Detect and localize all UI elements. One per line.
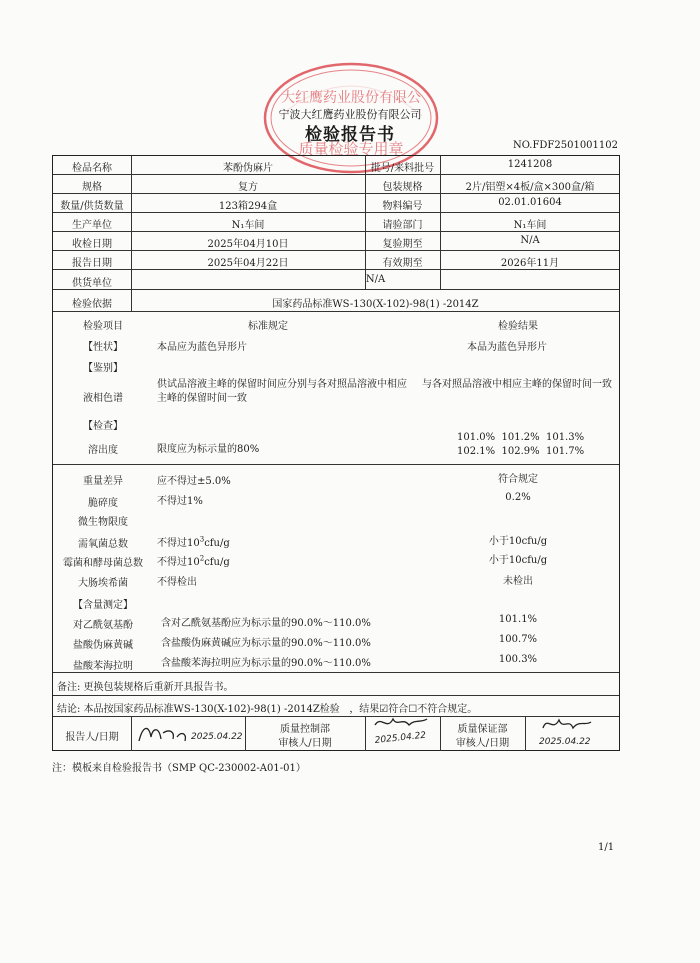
section-assay: 【含量测定】 <box>73 600 133 611</box>
report-date-label: 报告日期 <box>72 258 112 269</box>
product-value: 苯酚伪麻片 <box>223 163 273 174</box>
footnote: 注：模板来自检验报告书（SMP QC-230002-A01-01） <box>52 763 306 774</box>
recv-value: 2025年04月10日 <box>207 239 289 250</box>
supplier-label: 供货单位 <box>72 278 112 289</box>
svg-text:大红鹰药业股份有限公: 大红鹰药业股份有限公 <box>281 90 421 106</box>
friability-item: 脆碎度 <box>88 498 118 509</box>
spec-label: 规格 <box>82 182 102 193</box>
aerobic-standard: 不得过$10^3cfu/g$ <box>157 535 230 549</box>
assay3-standard: 含盐酸苯海拉明应为标示量的90.0%～110.0% <box>161 658 371 669</box>
lc-result: 与各对照品溶液中相应主峰的保留时间一致 <box>422 379 612 390</box>
qc-label-1: 质量控制部 <box>280 724 330 735</box>
qa-label-1: 质量保证部 <box>457 724 508 735</box>
qa-label-2: 审核人/日期 <box>455 738 510 749</box>
microbial-item: 微生物限度 <box>78 517 128 528</box>
pack-label: 包装规格 <box>382 182 423 193</box>
section-identification: 【鉴别】 <box>83 363 123 374</box>
material-label: 物料编号 <box>382 201 423 212</box>
basis-label: 检验依据 <box>72 299 112 310</box>
remarks: 备注: 更换包装规格后重新开具报告书。 <box>57 682 234 693</box>
conclusion: 结论: 本品按国家药品标准WS-130(X-102)-98(1) -2014Z检验 ，结果☑符合☐不符合规定。 <box>57 704 478 715</box>
material-value: 02.01.01604 <box>498 197 562 208</box>
report-date-value: 2025年04月22日 <box>207 258 289 269</box>
qty-label: 数量/供货数量 <box>60 201 124 212</box>
assay1-item: 对乙酰氨基酚 <box>73 620 133 631</box>
qty-value: 123箱294盒 <box>218 201 278 212</box>
report-number: NO.FDF2501001102 <box>512 140 618 151</box>
assay2-result: 100.7% <box>498 634 538 645</box>
svg-text:质量检验专用章: 质量检验专用章 <box>298 140 404 158</box>
dissolution-result-2: 102.1% 102.9% 101.7% <box>457 446 585 457</box>
section-character: 【性状】 <box>83 342 123 353</box>
character-standard: 本品应为蓝色异形片 <box>157 342 247 353</box>
expiry-label: 有效期至 <box>382 258 423 269</box>
friability-result: 0.2% <box>505 492 531 503</box>
friability-standard: 不得过1% <box>157 496 203 507</box>
dissolution-result-1: 101.0% 101.2% 101.3% <box>457 432 585 443</box>
page-title: 检验报告书 <box>305 125 395 145</box>
svg-text:2025.04.22: 2025.04.22 <box>374 730 427 746</box>
mold-result: 小于10cfu/g <box>488 555 548 566</box>
results-result-header: 检验结果 <box>498 321 538 332</box>
section-check: 【检查】 <box>83 421 123 432</box>
mold-standard: 不得过$10^2cfu/g$ <box>157 554 230 568</box>
batch-value: 1241208 <box>507 159 553 170</box>
aerobic-item: 需氧菌总数 <box>78 539 128 550</box>
weight-item: 重量差异 <box>83 476 123 487</box>
dept-value: N₁车间 <box>513 220 547 231</box>
svg-text:2025.04.22: 2025.04.22 <box>191 732 243 742</box>
spec-value: 复方 <box>238 182 258 193</box>
aerobic-result: 小于10cfu/g <box>488 536 548 547</box>
assay1-result: 101.1% <box>498 614 538 625</box>
dissolution-standard: 限度应为标示量的80% <box>157 444 260 455</box>
assay1-standard: 含对乙酰氨基酚应为标示量的90.0%～110.0% <box>161 618 371 629</box>
company-name: 宁波大红鹰药业股份有限公司 <box>278 108 422 121</box>
results-item-header: 检验项目 <box>83 321 123 332</box>
ecoli-item: 大肠埃希菌 <box>78 578 128 589</box>
weight-result: 符合规定 <box>498 474 538 485</box>
mold-item: 霉菌和酵母菌总数 <box>63 558 143 569</box>
reporter-signature-icon <box>135 719 243 749</box>
page-number: 1/1 <box>598 842 615 853</box>
ecoli-standard: 不得检出 <box>157 577 197 588</box>
pack-value: 2片/铝塑×4板/盒×300盒/箱 <box>465 182 595 193</box>
dept-label: 请验部门 <box>382 220 423 231</box>
retest-value: N/A <box>520 235 540 246</box>
batch-label: 批号/来料批号 <box>370 163 435 174</box>
lc-standard: 供试品溶液主峰的保留时间应分别与各对照品溶液中相应主峰的保留时间一致 <box>157 379 407 404</box>
qc-label-2: 审核人/日期 <box>278 738 332 749</box>
retest-label: 复验期至 <box>382 239 423 250</box>
lc-item: 液相色谱 <box>83 393 123 404</box>
supplier-value: N/A <box>365 274 386 285</box>
expiry-value: 2026年11月 <box>500 258 560 269</box>
results-standard-header: 标准规定 <box>248 321 288 332</box>
reporter-label: 报告人/日期 <box>65 732 119 743</box>
assay3-item: 盐酸苯海拉明 <box>73 661 133 672</box>
basis-value: 国家药品标准WS-130(X-102)-98(1) -2014Z <box>272 299 479 310</box>
report-table <box>52 155 620 751</box>
assay3-result: 100.3% <box>498 654 538 665</box>
character-result: 本品为蓝色异形片 <box>467 342 547 353</box>
assay2-item: 盐酸伪麻黄碱 <box>73 640 133 651</box>
unit-value: N₁车间 <box>231 220 265 231</box>
weight-standard: 应不得过±5.0% <box>157 476 231 487</box>
unit-label: 生产单位 <box>72 220 112 231</box>
svg-text:2025.04.22: 2025.04.22 <box>539 737 591 747</box>
ecoli-result: 未检出 <box>503 576 533 587</box>
dissolution-item: 溶出度 <box>88 445 118 456</box>
product-label: 检品名称 <box>72 163 112 174</box>
recv-label: 收检日期 <box>72 239 112 250</box>
assay2-standard: 含盐酸伪麻黄碱应为标示量的90.0%～110.0% <box>161 638 371 649</box>
